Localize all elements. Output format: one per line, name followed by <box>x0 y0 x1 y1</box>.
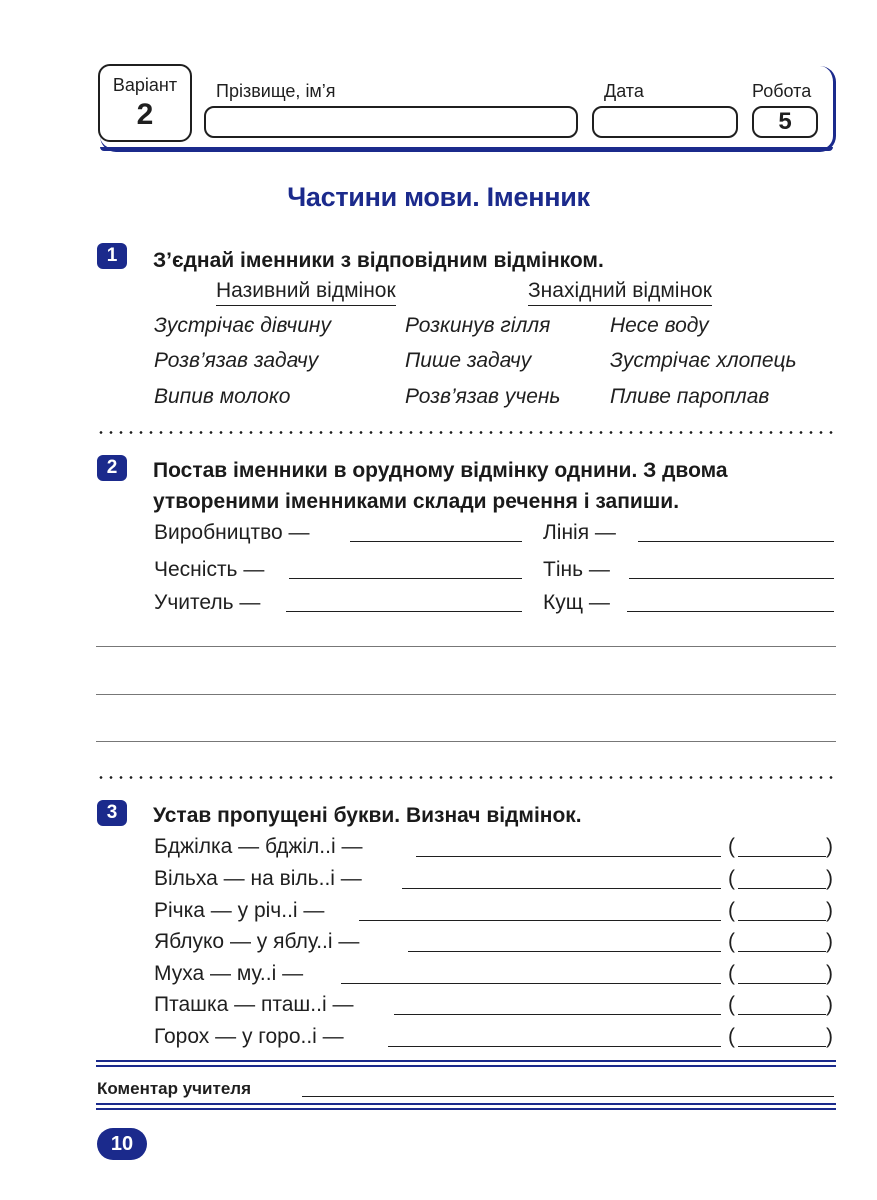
paren-open: ( <box>728 899 735 922</box>
variant-box <box>98 64 192 142</box>
answer-line[interactable] <box>350 541 522 542</box>
paren-open: ( <box>728 835 735 858</box>
phrase: Зустрічає дівчину <box>154 314 331 337</box>
paren-close: ) <box>826 962 833 985</box>
task2-instruction-line2: утвореними іменниками склади речення і запиши. <box>153 490 680 513</box>
case-answer-line[interactable] <box>738 888 826 889</box>
paren-open: ( <box>728 867 735 890</box>
writing-line[interactable] <box>96 694 836 695</box>
paren-open: ( <box>728 993 735 1016</box>
fill-item: Пташка — пташ..і — <box>154 993 354 1016</box>
case-answer-line[interactable] <box>738 1014 826 1015</box>
paren-close: ) <box>826 867 833 890</box>
work-number-box <box>752 106 818 138</box>
word-label: Лінія — <box>543 521 616 544</box>
teacher-comment-line[interactable] <box>302 1096 834 1097</box>
paren-open: ( <box>728 962 735 985</box>
phrase: Розв’язав задачу <box>154 349 319 372</box>
case-answer-line[interactable] <box>738 951 826 952</box>
work-number: 5 <box>778 108 792 135</box>
case-answer-line[interactable] <box>738 920 826 921</box>
word-label: Кущ — <box>543 591 610 614</box>
footer-rule-top <box>96 1060 836 1062</box>
word-label: Виробництво — <box>154 521 310 544</box>
case-answer-line[interactable] <box>738 856 826 857</box>
phrase: Пише задачу <box>405 349 532 372</box>
case-accusative-heading: Знахідний відмінок <box>528 278 712 306</box>
fill-item: Горох — у горо..і — <box>154 1025 344 1048</box>
phrase: Розкинув гілля <box>405 314 551 337</box>
answer-line[interactable] <box>629 578 834 579</box>
name-label: Прізвище, ім’я <box>216 81 336 101</box>
case-answer-line[interactable] <box>738 983 826 984</box>
word-label: Учитель — <box>154 591 261 614</box>
word-label: Тінь — <box>543 558 610 581</box>
paren-close: ) <box>826 993 833 1016</box>
answer-line[interactable] <box>638 541 834 542</box>
case-answer-line[interactable] <box>738 1046 826 1047</box>
answer-line[interactable] <box>341 983 721 984</box>
name-field[interactable] <box>204 106 578 138</box>
phrase: Розв’язав учень <box>405 385 561 408</box>
fill-item: Вільха — на віль..і — <box>154 867 362 890</box>
header-underline <box>100 147 833 151</box>
paren-close: ) <box>826 835 833 858</box>
dotted-separator <box>96 431 836 434</box>
phrase: Випив молоко <box>154 385 291 408</box>
paren-close: ) <box>826 1025 833 1048</box>
footer-rule-bottom-2 <box>96 1108 836 1110</box>
teacher-comment-label: Коментар учителя <box>97 1079 251 1098</box>
writing-line[interactable] <box>96 646 836 647</box>
writing-line[interactable] <box>96 741 836 742</box>
fill-item: Бджілка — бджіл..і — <box>154 835 363 858</box>
fill-item: Яблуко — у яблу..і — <box>154 930 360 953</box>
answer-line[interactable] <box>359 920 721 921</box>
answer-line[interactable] <box>627 611 834 612</box>
paren-close: ) <box>826 899 833 922</box>
variant-label: Варіант <box>112 75 178 95</box>
date-label: Дата <box>604 81 644 101</box>
footer-rule-bottom <box>96 1103 836 1105</box>
answer-line[interactable] <box>286 611 522 612</box>
answer-line[interactable] <box>394 1014 721 1015</box>
word-label: Чесність — <box>154 558 265 581</box>
page-title: Частини мови. Іменник <box>287 182 590 212</box>
task2-instruction-line1: Постав іменники в орудному відмінку однини. З двома <box>153 459 728 482</box>
task1-number-badge: 1 <box>97 243 127 269</box>
fill-item: Муха — му..і — <box>154 962 304 985</box>
phrase: Несе воду <box>610 314 709 337</box>
phrase: Пливе пароплав <box>610 385 770 408</box>
variant-number: 2 <box>136 98 154 131</box>
footer-rule-top-2 <box>96 1065 836 1067</box>
fill-item: Річка — у річ..і — <box>154 899 325 922</box>
paren-open: ( <box>728 1025 735 1048</box>
page-number: 10 <box>97 1128 147 1160</box>
task3-number-badge: 3 <box>97 800 127 826</box>
answer-line[interactable] <box>388 1046 721 1047</box>
case-nominative-heading: Називний відмінок <box>216 278 396 306</box>
task1-instruction: З’єднай іменники з відповідним відмінком. <box>153 249 604 272</box>
date-field[interactable] <box>592 106 738 138</box>
answer-line[interactable] <box>408 951 721 952</box>
answer-line[interactable] <box>416 856 721 857</box>
answer-line[interactable] <box>289 578 522 579</box>
work-label: Робота <box>752 81 812 101</box>
paren-open: ( <box>728 930 735 953</box>
task3-instruction: Устав пропущені букви. Визнач відмінок. <box>153 804 582 827</box>
dotted-separator <box>96 776 836 779</box>
phrase: Зустрічає хлопець <box>610 349 797 372</box>
paren-close: ) <box>826 930 833 953</box>
answer-line[interactable] <box>402 888 721 889</box>
task2-number-badge: 2 <box>97 455 127 481</box>
